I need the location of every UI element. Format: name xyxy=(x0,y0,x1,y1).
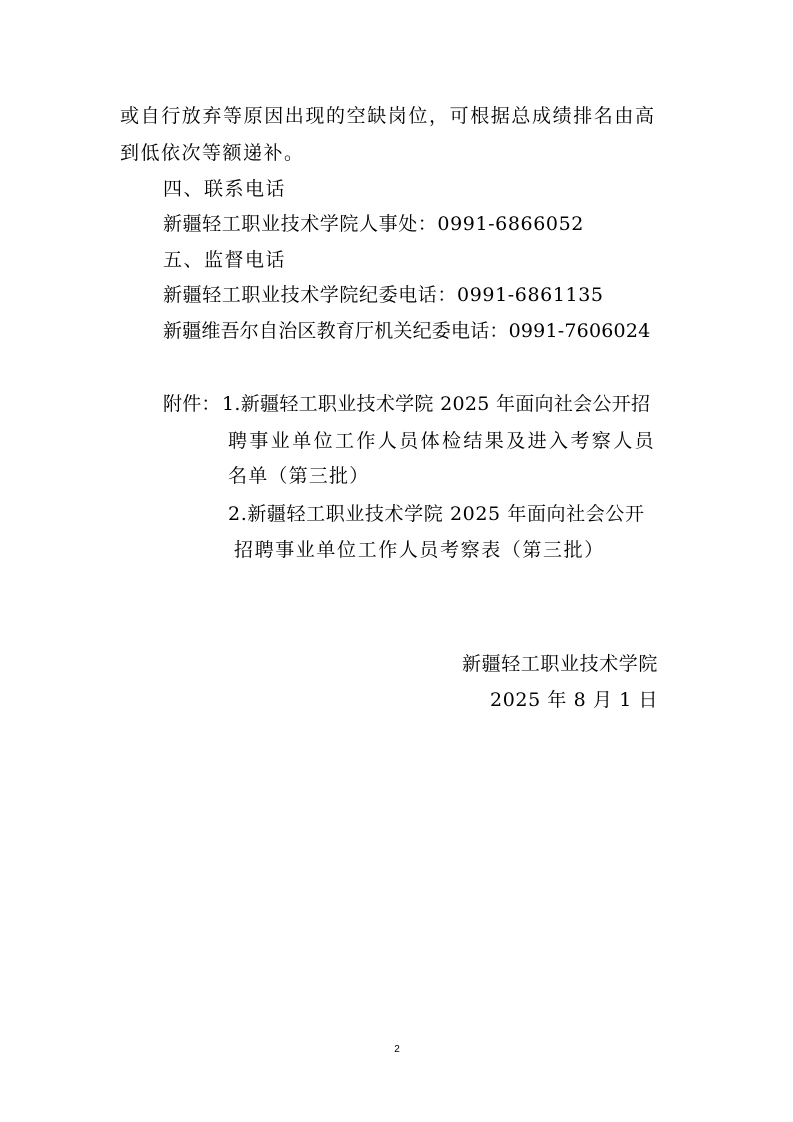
signature-date: 2025 年 8 月 1 日 xyxy=(490,689,659,711)
supervision-phone-line-1: 新疆轻工职业技术学院纪委电话：0991-6861135 xyxy=(163,284,604,306)
attachment-2-line-1: 2.新疆轻工职业技术学院 2025 年面向社会公开 xyxy=(228,503,645,525)
paragraph-continuation-line-1: 或自行放弃等原因出现的空缺岗位，可根据总成绩排名由高 xyxy=(120,105,656,127)
supervision-phone-line-2: 新疆维吾尔自治区教育厅机关纪委电话：0991-7606024 xyxy=(163,320,651,342)
attachment-1-line-3: 名单（第三批） xyxy=(228,465,370,487)
supervision-heading: 五、监督电话 xyxy=(163,249,287,271)
paragraph-continuation-line-2: 到低依次等额递补。 xyxy=(120,142,305,164)
signature-organization: 新疆轻工职业技术学院 xyxy=(462,653,659,675)
attachment-2-line-2: 招聘事业单位工作人员考察表（第三批） xyxy=(234,539,605,561)
attachment-1-line-2: 聘事业单位工作人员体检结果及进入考察人员 xyxy=(228,430,657,452)
attachment-1-line-1: 1.新疆轻工职业技术学院 2025 年面向社会公开招 xyxy=(222,393,651,415)
contact-phone-line: 新疆轻工职业技术学院人事处：0991-6866052 xyxy=(163,213,584,235)
page-number: 2 xyxy=(394,1044,400,1055)
contact-heading: 四、联系电话 xyxy=(163,178,287,200)
attachments-label: 附件： xyxy=(163,393,221,415)
